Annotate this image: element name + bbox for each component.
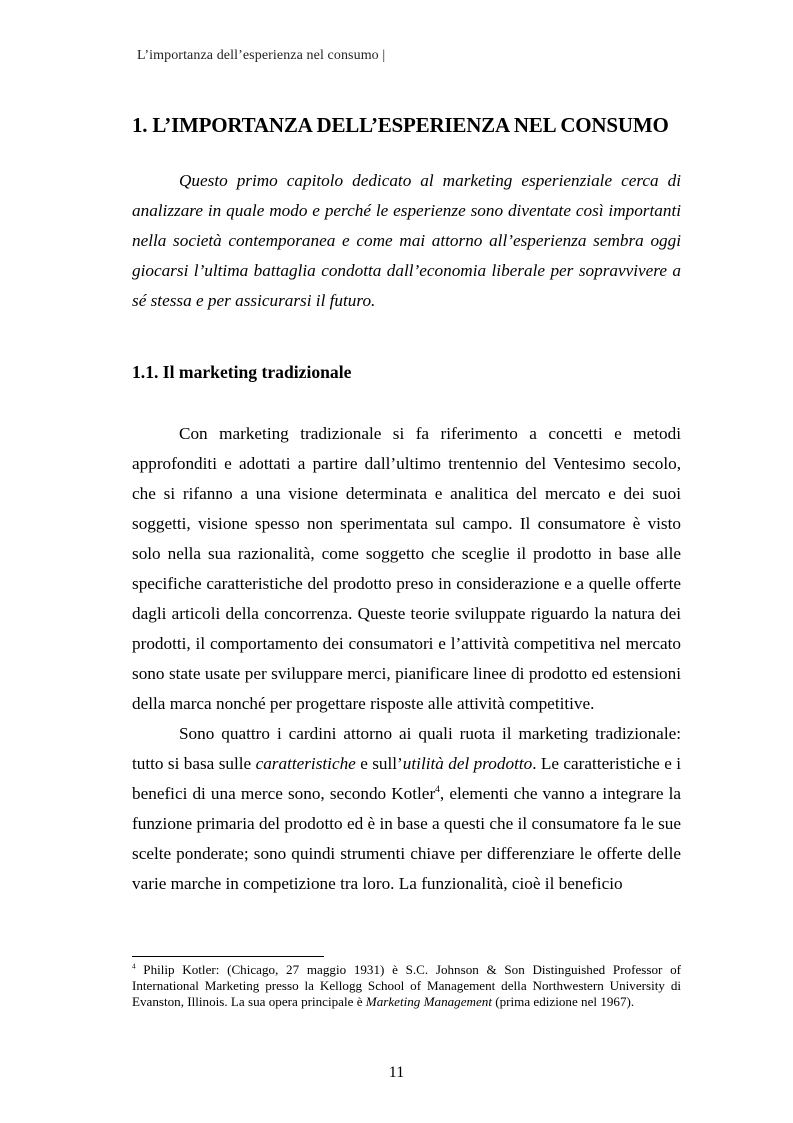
paragraph-2 <box>132 719 681 899</box>
emphasis-utilita: utilità del prodotto <box>402 754 533 773</box>
footnote-text-2: (prima edizione nel 1967). <box>491 994 635 1009</box>
paragraph-2-part-1: Sono quattro i cardini attorno ai quali ruota il marketing tradizionale: tutto si basa sulle <box>132 724 681 773</box>
chapter-title: 1. L’IMPORTANZA DELL’ESPERIENZA NEL CONSUMO <box>132 113 669 137</box>
page-number: 11 <box>388 1064 405 1081</box>
section-title: 1.1. Il marketing tradizionale <box>132 362 352 382</box>
paragraph-1: Con marketing tradizionale si fa riferimento a concetti e metodi approfonditi e adottati a partire dall’ultimo trentennio del Ventesimo secolo, che si rifanno a una visione determinata e analitica del mercato e dei suoi soggetti, visione spesso non sperimentata sul campo. Il consumatore è visto solo nella sua razionalità, come soggetto che sceglie il prodotto in base alle specifiche caratteristiche del prodotto preso in considerazione e a quelle offerte dagli articoli della concorrenza. Queste teorie sviluppate riguardo la natura dei prodotti, il comportamento dei consumatori e l’attività competitiva nel mercato sono state usate per sviluppare merci, pianificare linee di prodotto ed estensioni della marca nonché per progettare risposte alle attività competitive. <box>132 424 681 713</box>
footnote-separator <box>132 956 324 957</box>
footnote-reference[interactable]: 4 <box>435 784 440 795</box>
running-header: L’importanza dell’esperienza nel consumo | <box>137 48 386 63</box>
chapter-abstract: Questo primo capitolo dedicato al marketing esperienziale cerca di analizzare in quale modo e perché le esperienze sono diventate così importanti nella società contemporanea e come mai attorno all’esperienza sembra oggi giocarsi l’ultima battaglia condotta dall’economia liberale per sopravvivere a sé stessa e per assicurarsi il futuro. <box>132 171 681 310</box>
footnote-number: 4 <box>132 962 136 971</box>
footnote-text-1: Philip Kotler: (Chicago, 27 maggio 1931) è S.C. Johnson & Son Distinguished Professor of International Marketing presso la Kellogg School of Management della Northwestern University di Evanston, Illinois. La sua opera principale è <box>132 962 681 1009</box>
paragraph-2-part-4: , elementi che vanno a integrare la funzione primaria del prodotto ed è in base a questi che il consumatore fa le sue scelte ponderate; sono quindi strumenti chiave per differenziare le offerte delle varie marche in competizione tra loro. La funzionalità, cioè il beneficio <box>132 784 681 893</box>
footnote <box>132 962 681 1010</box>
paragraph-2-part-2: e sull’ <box>355 754 403 773</box>
footnote-book-title: Marketing Management <box>365 994 492 1009</box>
body-text <box>132 419 681 899</box>
emphasis-caratteristiche: caratteristiche <box>255 754 356 773</box>
paragraph-2-part-3: . Le caratteristiche e i benefici di una merce sono, secondo Kotler <box>132 754 681 803</box>
